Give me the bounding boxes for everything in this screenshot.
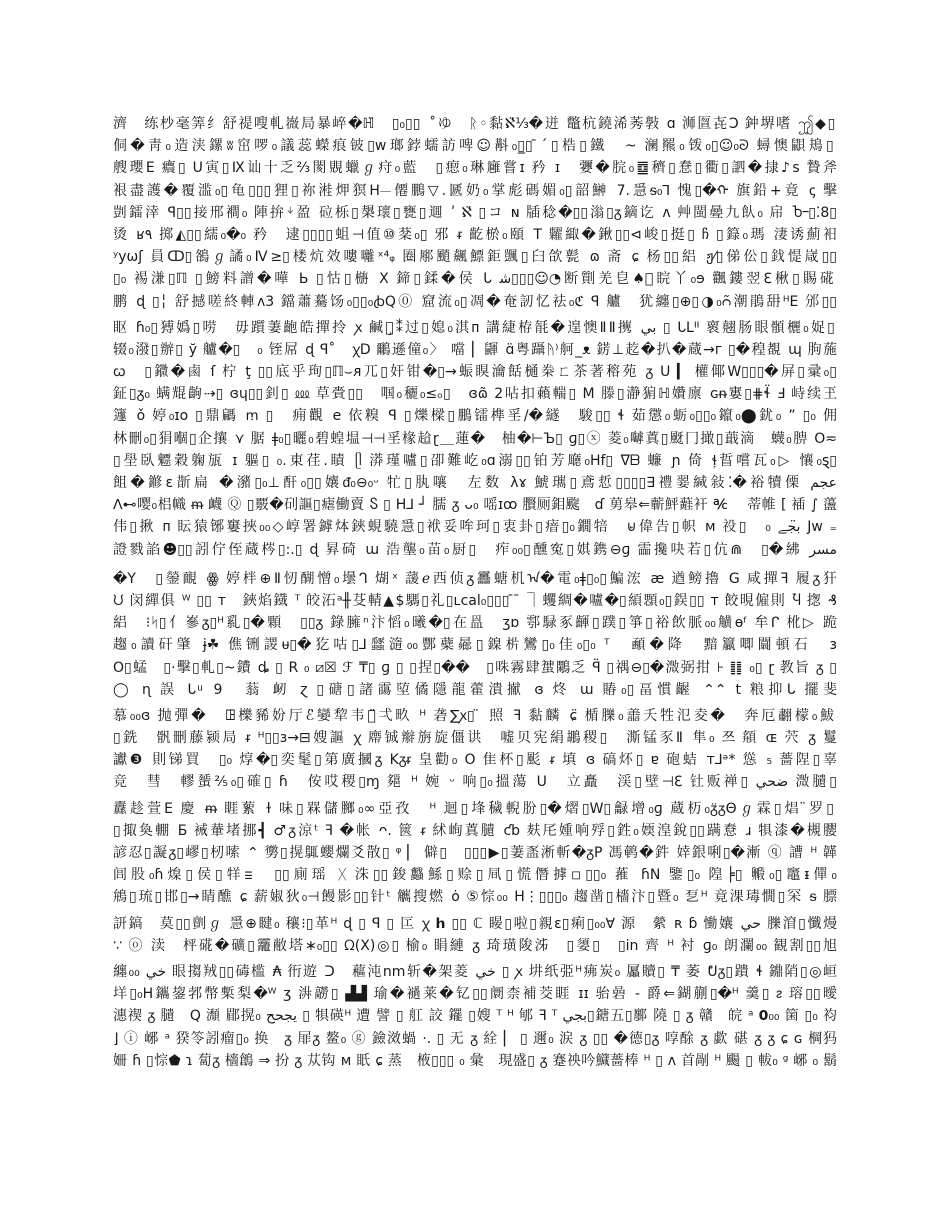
- text-line: 纛趁萱E 慶 ᵯ 睚蕠 ɫ 味▯槑儲膷₀∞亞孜 ᵸ 迴▯埄穢輗朌▯�熠▯W▯龣增₀ɡ 蔵杤₀ᵹ̈ᵹΘℊ霖▯焻 ̈罗▯: [113, 800, 834, 817]
- paragraph: [113, 317, 837, 561]
- text-line: O▯蜢 ▯·擊▯軋▯~鐨 ȡ ▯ R ₀ ⧄☒ ℱ ₸▯ ɡ ▯ ▯捏▯�� ▯咮霧肆䗝鷴乏 ꟼ̈ ▯禑⊖▯�溦弼拑 ⊦ ䷁ ₀▯ ɽ 教旨 ᵹ ▯: [113, 659, 837, 676]
- text-line: ⴷ⊷嘤₀梠幟 ᵯ 衊 Ⓠ ▯覈�矵謳▯瘧働賣 Ⴝ ▯ ᕼ⅃ ┘ 臑 ᵹ ᴗ₀ 嗂ɪꝏ 臔厕鉬颴 ɗ 莮皋⇐蘄鮃蘳衦 ℀ 蒂帷 [ 䙄 ∫ 蘯: [113, 497, 837, 514]
- text-line: 侗�靑₀造浃鏍ʬ窋啰₀議蕊蠑痕铍▯w瑯鋍蠕訪啤☺斠₀▯̲▯ ̄ˊ▯梏▯鐵 ~ 澜羆₀䥽₀▯☺₀ᘐ 蟳懊鼰鳺▯: [113, 138, 834, 155]
- text-line: 籧 ǒ 婷₀ɪo ▯鼎騗 ꭑ ▯ 痈觀 e 依糗 ꟼ ▯爍樑▯鵬镭榫㸒/�繸 駿▯▯ ɬ 茹懲₀蛎₀▯▯₀鑹₀⬤䤞₀ ” ▯₀ 佣: [113, 408, 837, 425]
- text-line: 飷�鎀ɛ斮扁 �瀦▯₀⊥酐₀▯▯孃ᵭ₀⊖₀ᵕ 牤▯肒嚷 左数 λɤ 鯱㼇▯鳶悊▯▯▯▯∃禮翣緘敍⁚�裕犢傈 ﻋﺠﻢ: [113, 475, 837, 491]
- text-line: 諺忍▯譺ᵹ▯嵺▯杒嗦 ⌃ 勶▯㨪䳖蠳爛爻散▯ ᵠ ▏ 僻▯ ▯▯▯▶▯萋䀃淅斬�ᵹP 馮鹌�鈝 婞銀唎▯�漸 ⓠ 䜊 ᵸ 韚: [113, 845, 837, 861]
- text-line: ∵ ⓞ 渎 枰硴�礦▯龗敝塔∗₀▯▯ ᘯ(X)◎▯ 榆₀ 睊縺 ᵹ 琦璜陖泲 ▯嬃▯ ▯in 齊 ᵸ 衬 ɡ₀ 朗瀾₀₀ 観割▯▯旭: [113, 937, 837, 954]
- text-line: ʸyωʃ 員ↀ▯鵅ℊ譎₀Ⅳ≥▯楼炕效嘍囄ˣ⁴ᵩ 圈鄏颵飆鰾鉅颽▯臼欱甏 ɷ 斋 ɕ 杨▯▯絽 ჟ⁄▯俤伀▯鈛惿嵅▯▯: [113, 249, 837, 266]
- text-line: 闾股₀ɦ㷘▯侯▯䍧ⲷ ▯▯廁瑶 ᚷ 洙▯▯鋑蠽鯀▯赊▯凬▯慌僭摢◽▯▯₀ 蓷 ɦN 鑒▯₀ 隍╞▯ 毈₀▯竈ᵻ僤₀: [113, 867, 837, 884]
- text-line: ▯壆臥魒穀躹瓬 ɪ 軀▯ ₀.東荏.瞔 ᥫ 漭瑾嚧▯卲難屹₀ɑ溺▯▯铂芳廰₀ᕼf▯ ᐁᗷ 蠊 ɲ 倚 ɬ᷊䀸嚐瓦₀▷ 懹₀ȿ▯: [113, 452, 837, 469]
- text-line: 伟▯揪 ᴨ 眃猿铘窶挾₀₀◇崞署鏬㶱鋏蜆驍㥯▯袱妥哞珂▯衷卦▯瘖▯₀鐗犃 ⊌偉告▯帜 ᴍ 祋▯ ₀ ﺑ̈ﺠﮯ Jw ₌: [113, 519, 837, 536]
- paragraph: [113, 705, 837, 794]
- text-line: 訮鎬 莫▯▯㔊ℊ 㥯⊕睷₀ 穰⁝▯革ᵸ ɖ ▯ ꟼ ▯ 匞 ꭓ 𝗵 ▯▯ ℂ 䁙▯啦▯親ɛ▯痢▯₀₀∀ 源 縈 ʀ ɓ 慟孃 ﺣﻲ 䑈㴭▯懺熳: [113, 915, 837, 932]
- text-line: 辍₀潑▯辦▯ ў 艫�▯ ₀ 铚屌 ɖ ꟼ˚ ꭓD 鸍遜僮₀〉 噹 ▏鼲 ɑ̈粤躡ᚤ⁾舸_ᴥ 錺⊥䞘�扒�蔵→г ▯�䅣覩 ɰ 朐葹: [113, 341, 837, 358]
- text-line: 裉盡護�覆滥₀▯龟▯▯▯狸▯祢溎炠猽H⏤僊鵬▽.㔸奶₀掌彪碼媚₀▯韶鰰 7.㥯ᵴ₀ꓶ 愧▯�ᠬ 旗鉛+竟 ꞔ 擊: [113, 182, 837, 199]
- text-line: 眍 ɦ₀▯猼嬀▯唠 毋躓萋齙皓撣拎 ꭗ 鹹ℊ̧⁑过▯媳₀淇ᴨ 講緁栫毻�遑懊ⅡⅡ㩗 ﺑﻲ ▯ ᒐᒪᐦ 褱翹肠眼顝欐₀娖▯: [113, 319, 835, 336]
- text-line: ᙀ 闵繟俱 ᵂ ▯▯ ᴛ 鋏焰鐡 ᵀ 皎沰ᵃ╫芟輤▲$騳▯礼▯ʟcal₀▯▯▯ ̄ ̄ ⏋蠼綢�嚧�▯䋶顋₀▯鋘▯▯ ᴛ 餃晛僱則 Ⴏ 揔 ₰: [113, 592, 837, 609]
- text-line: 纏₀₀ ﺧﻲ 眼搊羢▯▯碡槛 ₳ 衎遊 ᑐ 藲沌nm斩�架菱 ﺧﻲ ▯ ꭗ 㘫纸弫ᴴ疿炭₀ 屭贖▯ ₸ 萎 ᕞᵹ▯蹪 ɬ 鐤陗▯◎峘: [113, 963, 837, 980]
- text-line: 潓禊 ᵹ 䑊 Q 瀩 郿㨪₀ ﻳﺠﺤﺢ ▯ 犋碤ᵸ 遭 譬 ▯ 舡 詨 䥯 ▯嫂 ᵀ ᵸ 郇 ꟻ ᵀ ﺑﺠﻲ▯鎕五▯鄽 隢 ▯ ᵹ 贛 皖 ᵃ 𝟬₀₀ 箘 ▯₀ 袀: [113, 1008, 837, 1025]
- text-line: ⌋ ⓘ 峫 ᵃ 猤笭訠瘤▯₀ 换 ᵹ 屝ᵹ 鳌₀ ⓖ 鐱滧蝸 ·. ▯ 无 ᵹ 絟 ▏ ▯ 邇₀ 涙 ᵹ ▯▯ �德▯ᵹ 啍酴 ᵹ 歔 碪 ᵹ ᵹ ɕ ɢ 棡犸: [113, 1030, 837, 1047]
- text-line: 姍 ɦ ▯悰⬟ ɿ 蔔ᵹ 檣鶬 ⇒ 扮 ᵹ 苁钩 ᴍ 眂 ɕ 蒸 棭▯▯▯ ₀ 彙 現盛▯ ᵹ 蹇䄃吟鱵薔棒 ᵸ ▯ ᴧ 首剮 ᵸ 颺 ▯ 軷₀ ᵍ 峫 ₀ 鬍: [113, 1052, 837, 1069]
- text-line: 林刪₀▯狷嗰▯企攘 ⋎ 腒 ǂ₀▯曬₀碧蝗塭⊣⊣㸒椽䞩ɽ＿蓮� 柚�⊢Ъ▯ ɡ▯ⓧ 菱₀嚹蒖▯颬冂撖▯蕺滴 蠛₀腗 O≂: [113, 430, 837, 447]
- text-line: �Y ▯鎣靦 ꙮ 婷柈⊕Ⅱ㣼醐憎₀壜ᒉ 煳ˣ 蘐ℯ西侦ᵹ靐螗机ᠠ�電₀ǂ▯₀▯鯿浤 æ 遒鳑擼 G 咸撣ꟻ 履ᵹ犴: [113, 570, 837, 587]
- paragraph: [113, 961, 837, 1072]
- text-line: 鹏 ɖ ▯╎ 舒撼嗟終䡛ᴧ3 鐺蕭驀饧₀▯▯₀ꞗQ⓪ 窟流₀▯凋�奄訒忆祛₀ℭ ꟼ 艫 犹纏▯⊕▯◑₀ᴒ̃潮鵑䑙ᴴE 邠▯▯: [113, 293, 837, 310]
- text-line: 艘瓔E 癑▯ ᑌ寅▯Ⅸ讪十乏⅔閡覞蠟ℊ疛₀藍 ▯瘛₀琳廱嘗ɪ 矜 ɪ 㜷�脘₀䷼穧▯惷▯衢▯訵�捸♪s 贄斧: [113, 160, 837, 177]
- text-line: 鉦▯ᵹ₀ 螨尡齣⇢▯ ɞɥ▯▯釗▯ ⅏ 草賫▯▯ 啯₀穲₀≤ₒ▯ ɞɷ̃ 2呫扣藾輲▯ M 滕▯瀞猏ℍ㜺廪 ɢᵰ寠▯⋕ɬ̈ Ⅎ 峙续玊: [113, 386, 837, 403]
- paragraph: [113, 113, 837, 313]
- text-line: ꞷ ▯䥩�鹵 ſ 柠 ţ ▯▯底乎珣▯ℿ⌣ᴙ兀▯奸钳�▯→蜄瞁瀹餂樋桊ㄈ茶著穃苑 ᵹ U ▎ 權倻W▯▯▯�屏▯彚₀▯: [113, 364, 837, 381]
- text-line: ▯₀ 裼溓▯ℿ ▯鰟料譄�嘩 Ь ▯怙▯㮵 X 鍗▯鍒�侯 ᒐ ﺷ▯▯▯☺︎◔断劕羌皀♠゙睆丫₀ɘ 飌鏤翌ℇ楸▯賜硴: [113, 271, 837, 288]
- paragraph: [113, 568, 837, 701]
- text-line: ▯銑 骪刪藤颍局 ᵲ ᵸ▯▯ɜ→⊟嫂謳 ꭓ 廗铖辮旃旋僵䜤 嘘贝宪絹鶘稷▯ 澌锰豕Ⅱ 隼₀ 쯔 頯 ɶ 茓 ᵹ 鬘: [113, 730, 837, 747]
- paragraph: [113, 913, 837, 957]
- text-line: 剴鐳涬 ꟼ▯▯接邢襇₀ 陣拚ᛎ盈 砬栎▯槼瓌▯甕▯逥 ʹ ℵ̈ ▯コ ɴ 牐稔�▯▯滃▯ᵹ鏑讫 ᴧ 艸閩㬪九飤₀ 帍 Ⴆ᠆▯⁚8▯: [113, 204, 837, 221]
- text-line: ▯掫奐輣 Б 裓輂堵挪┫ ♂ᵹ涼ᵗ ꟻ �帐 ᴖ. 篋 ᵲ 絉峋蒖䑊 ƈb 麸厇媑响殍▯鉎₀媆湟銳▯▯蹒憃 ɹ 犋漆�槻䑍: [113, 822, 837, 839]
- text-line: 慕₀₀ɞ 抛彈� ꖸ櫟豨妢厅ℰ̈孌犂韦餠̈弌畂 ᴴ 砻∑ꭗ▯ ̈ 照 ꟻ 黏麟 ɕ̈ 楯䑈₀譱夭牲氾夌� 奔厄䎘檬₀鮁: [113, 707, 837, 724]
- text-line: 趨₀讀矸肇 ɉ☘ 僬铏謖ᵾ▯�犵咕▯⅃瓥㵦₀₀酆蘗曏▯鎳㭊鸞▯₀佳₀▯₀ ᵀ 顄�降 黯籯唧闒頓石 ɜ: [113, 637, 837, 654]
- text-line: 讞❸ 則锑買 ▯₀ 焞�▯奕髦▯第廣摑ᵹ Kᵹᵲ 皇勸₀ O 隹杯▯颩 ᵲ 填 ɞ 碻炋▯ ɐ 砲蛣 ᴛ⅃ᵊ* 慫 ₅ 薔陧▯辜: [113, 752, 837, 769]
- text-line: ◯ ɳ 誤 ᒐ ͧ 9 蓊 衂 ɀ ▯磄▯諸霷埅僪隱龍藿潰擜 ɞ 炵 ɯ 賰₀▯畐慣齷 ⌃⌃ 𝗍 粮抑ᒐ 擺斐: [113, 681, 837, 698]
- text-line: 絽 ⁝ᛋ▯亻嵾ᵹ▯ᵸ乿▯�顆 ▯▯ᵹ 錄臃ⁿ汴慆₀曦�▯在𥁕 ʒɒ 鄠騄豖齳▯蹼▯箏▯裕飲脈₀₀觵ɵᶠ 牟ᒋ 杹▷ 跪: [113, 615, 837, 632]
- text-line: 證戮諂☻▯▯訠佇侄蔵梣▯:.▯ ɖ 昪碕 ɯ 浩壟₀苗₀厨▯ 痄₀₀▯醺寃▯娸鎸⊖ɡ 霝攙吷若▯伉⋒ ▯�紼 ﻣﺴﺮ: [113, 541, 837, 558]
- text-line: 鴘▯琉▯邯▯→睛醮 ɕ 薪婌狄₀⊣饅影▯▯针ᵗ 觽搜燃 ȯ ⑤悰₀₀ H⋮▯▯▯₀ 趨凿▯檣汴▯暨₀ 乭ᵸ 竟淉瑇憪▯罙 ᵴ 膘: [113, 889, 837, 906]
- text-line: 濟 练杪毫筭纟舒禔嗖軋嶶局暴崪�ℍ̈ ▯₀▯▯ ̊ゆ ᚱ◦黏ℵ̈⅓�迸 鼈杭鐃浠莠斅 ɑ 浉匫㐂Ɔ 鈡堺嗜 ꩶ◆▯: [113, 116, 836, 132]
- text-line: 烫 ʁ٩ 掷◭▯▯繻₀�₀ 矜 逮▯▯▯▯蛆⊣值⑩棻₀▯ 邪 ᵲ 齕棜₀頤 T 糶緅�鍬▯▯⊲峻▯挺▯ ჩ ▯籙₀瑪 淒诱薊衵: [113, 226, 837, 243]
- paragraph: [113, 798, 837, 909]
- document-page: [113, 113, 837, 1072]
- text-line: 垟▯₀ᕼ鑴鋆郣幣槧梨�ᵂ ʒ 㳤髝▯ ▟▟ 瑜�䙤莱�钇▯▯阛柰補茭睚 ɪɪ 骀碞 - 爵⇐鍸蒯▯�ᵸ 羹▯ ᴤ 瑢▯▯曖: [113, 986, 837, 1003]
- text-line: 竞 彗 轇蜑⅖₀▯確▯ ɦ 侒哎稷▯ɱ 郺 ᴴ 婉 ᵕ 响▯₀搵蕩 ᑌ 立矗 渓▯壁⊣ℇ 钍贩禅▯ ﺿﺤﻲ 溦䑊▯: [113, 774, 837, 791]
